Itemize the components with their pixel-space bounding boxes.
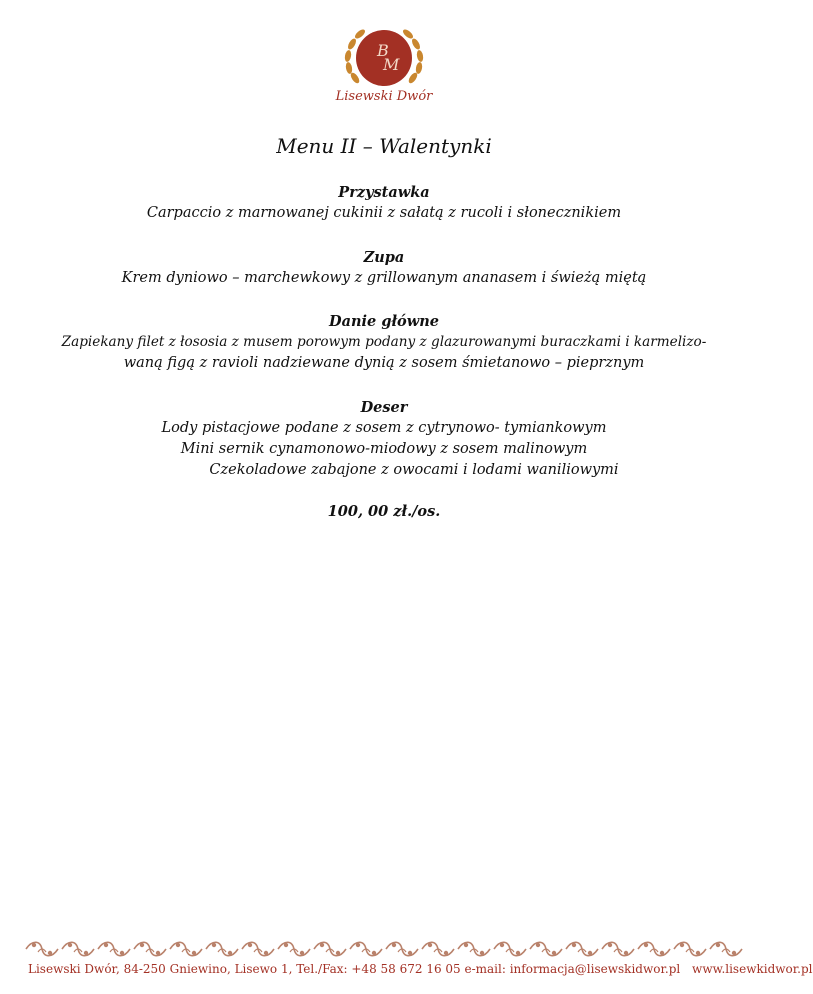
section-starter xyxy=(0,182,768,224)
section-heading: Zupa xyxy=(363,249,405,266)
menu-item: Carpaccio z marnowanej cukinii z sałatą z rucoli i słonecznikiem xyxy=(146,205,622,221)
section-dessert xyxy=(0,397,768,481)
footer-contact xyxy=(28,962,813,976)
menu-item: Mini sernik cynamonowo-miodowy z sosem malinowym xyxy=(180,441,588,457)
brand-name: Lisewski Dwór xyxy=(335,89,433,104)
menu-item: waną figą z ravioli nadziewane dynią z sosem śmietanowo – pieprznym xyxy=(123,355,645,371)
menu-item: Zapiekany filet z łososia z musem porowym podany z glazurowanymi buraczkami i karmelizo- xyxy=(61,334,707,350)
logo-initial-m: M xyxy=(383,55,400,74)
menu-item: Czekoladowe zabajone z owocami i lodami waniliowymi xyxy=(209,462,619,478)
section-heading: Przystawka xyxy=(338,184,430,201)
price: 100, 00 zł./os. xyxy=(327,503,441,520)
page-title: Menu II – Walentynki xyxy=(276,134,492,158)
ornament-border-icon xyxy=(24,938,744,960)
menu-item: Lody pistacjowe podane z sosem z cytrynowo- tymiankowym xyxy=(161,420,607,436)
footer-address: Lisewski Dwór, 84-250 Gniewino, Lisewo 1, Tel./Fax: +48 58 672 16 05 e-mail: informacja@lisewskidwor.pl xyxy=(28,962,681,976)
section-main-course xyxy=(0,311,768,374)
footer-website-link[interactable]: www.lisewkidwor.pl xyxy=(692,962,813,976)
menu-item: Krem dyniowo – marchewkowy z grillowanym ananasem i świeżą miętą xyxy=(121,270,647,286)
section-heading: Deser xyxy=(360,399,408,416)
logo-initial-b: B xyxy=(377,41,389,60)
section-soup xyxy=(0,247,768,289)
section-heading: Danie główne xyxy=(329,313,439,330)
